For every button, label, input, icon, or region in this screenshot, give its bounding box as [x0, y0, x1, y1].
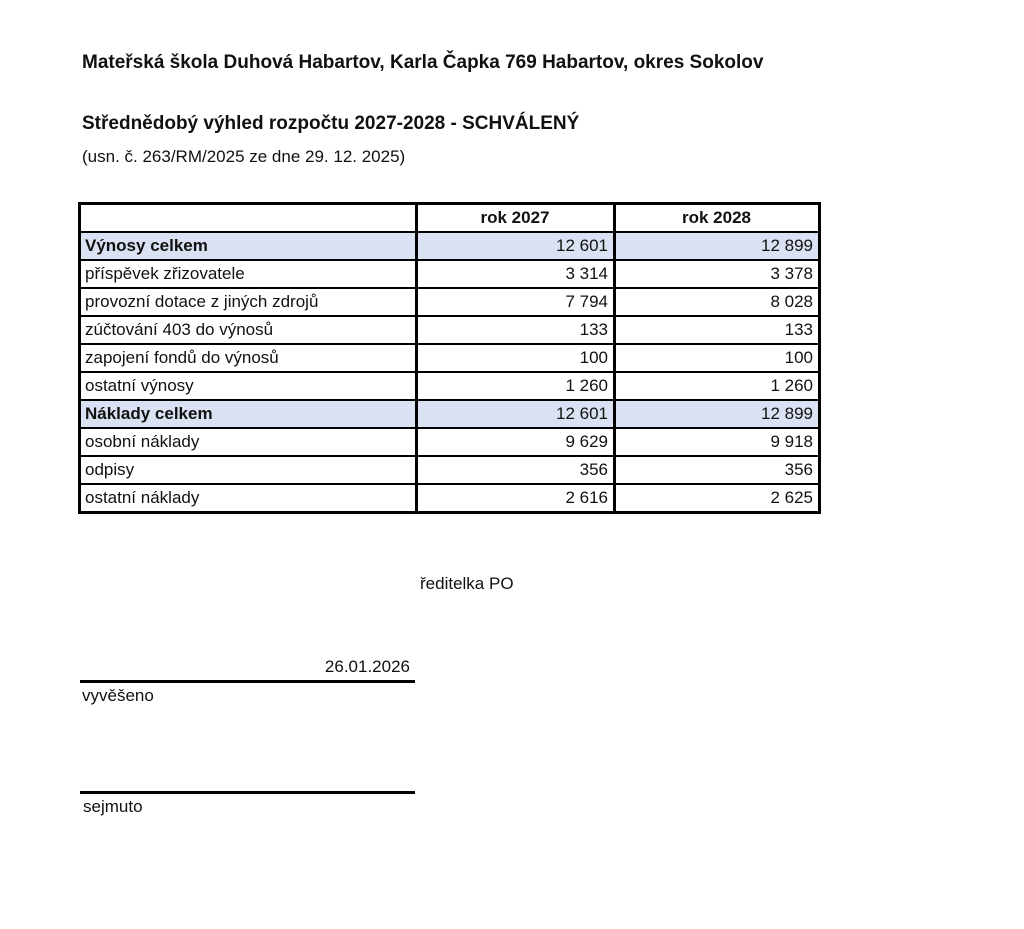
- row-label: ostatní výnosy: [80, 372, 417, 400]
- row-label: provozní dotace z jiných zdrojů: [80, 288, 417, 316]
- organization-title: Mateřská škola Duhová Habartov, Karla Čapka 769 Habartov, okres Sokolov: [82, 52, 764, 73]
- value-rok-2028: 9 918: [615, 428, 820, 456]
- column-header-empty: [80, 204, 417, 233]
- signature-role-label: ředitelka PO: [420, 574, 514, 593]
- document-title: Střednědobý výhled rozpočtu 2027-2028 - SCHVÁLENÝ: [82, 113, 580, 134]
- value-rok-2028: 8 028: [615, 288, 820, 316]
- value-rok-2028: 12 899: [615, 400, 820, 428]
- row-label: osobní náklady: [80, 428, 417, 456]
- row-label: zúčtování 403 do výnosů: [80, 316, 417, 344]
- posted-signature-line: [80, 680, 415, 683]
- column-header-rok-2027: rok 2027: [417, 204, 615, 233]
- value-rok-2027: 9 629: [417, 428, 615, 456]
- row-label: zapojení fondů do výnosů: [80, 344, 417, 372]
- table-row: [80, 400, 820, 428]
- value-rok-2027: 7 794: [417, 288, 615, 316]
- row-label: Výnosy celkem: [80, 232, 417, 260]
- table-row: [80, 260, 820, 288]
- removed-label: sejmuto: [83, 797, 143, 816]
- resolution-reference: (usn. č. 263/RM/2025 ze dne 29. 12. 2025): [82, 147, 406, 166]
- column-header-rok-2028: rok 2028: [615, 204, 820, 233]
- value-rok-2027: 3 314: [417, 260, 615, 288]
- value-rok-2028: 3 378: [615, 260, 820, 288]
- table-row: [80, 344, 820, 372]
- value-rok-2028: 2 625: [615, 484, 820, 513]
- removed-signature-line: [80, 791, 415, 794]
- posted-date: 26.01.2026: [324, 657, 410, 676]
- table-header-row: [80, 204, 820, 233]
- value-rok-2027: 2 616: [417, 484, 615, 513]
- row-label: odpisy: [80, 456, 417, 484]
- row-label: příspěvek zřizovatele: [80, 260, 417, 288]
- value-rok-2028: 100: [615, 344, 820, 372]
- table-row: [80, 456, 820, 484]
- table-row: [80, 288, 820, 316]
- value-rok-2028: 12 899: [615, 232, 820, 260]
- value-rok-2028: 133: [615, 316, 820, 344]
- value-rok-2028: 356: [615, 456, 820, 484]
- value-rok-2027: 12 601: [417, 232, 615, 260]
- table-row: [80, 484, 820, 513]
- value-rok-2027: 133: [417, 316, 615, 344]
- posted-label: vyvěšeno: [82, 686, 154, 705]
- budget-table: [78, 202, 821, 514]
- table-row: [80, 372, 820, 400]
- value-rok-2027: 1 260: [417, 372, 615, 400]
- table-row: [80, 232, 820, 260]
- row-label: ostatní náklady: [80, 484, 417, 513]
- value-rok-2027: 12 601: [417, 400, 615, 428]
- row-label: Náklady celkem: [80, 400, 417, 428]
- value-rok-2027: 100: [417, 344, 615, 372]
- value-rok-2027: 356: [417, 456, 615, 484]
- value-rok-2028: 1 260: [615, 372, 820, 400]
- table-row: [80, 428, 820, 456]
- table-row: [80, 316, 820, 344]
